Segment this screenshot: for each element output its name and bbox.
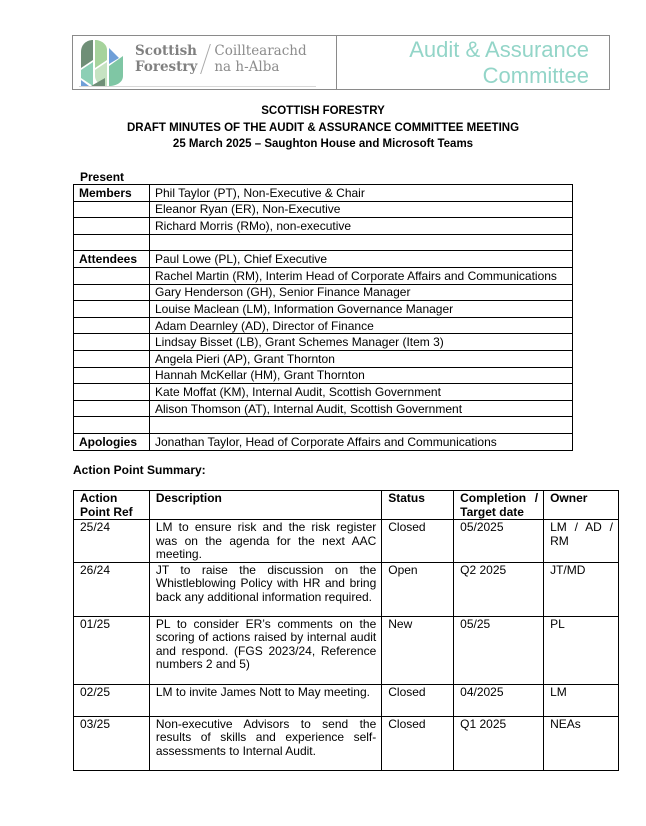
attendee-name: Lindsay Bisset (LB), Grant Schemes Manager (Item 3) xyxy=(150,334,573,351)
attendance-role xyxy=(74,267,150,284)
attendance-role xyxy=(74,417,150,434)
attendee-name: Kate Moffat (KM), Internal Audit, Scottish Government xyxy=(150,384,573,401)
attendance-row xyxy=(74,284,573,301)
attendance-role xyxy=(74,284,150,301)
action-description: LM to invite James Nott to May meeting. xyxy=(149,684,381,716)
action-owner: JT/MD xyxy=(544,562,619,616)
action-ref: 03/25 xyxy=(74,716,150,770)
attendance-row xyxy=(74,267,573,284)
attendance-role: Attendees xyxy=(74,251,150,268)
logo-panel xyxy=(73,36,337,89)
action-ref: 25/24 xyxy=(74,520,150,563)
meeting-date-location: 25 March 2025 – Saughton House and Microsoft Teams xyxy=(172,138,474,150)
logo-gd-line2: na h-Alba xyxy=(214,59,280,75)
attendee-name: Rachel Martin (RM), Interim Head of Corporate Affairs and Communications xyxy=(150,267,573,284)
attendance-role: Members xyxy=(74,185,150,202)
attendance-row xyxy=(74,185,573,202)
attendance-role xyxy=(74,201,150,218)
action-description: Non-executive Advisors to send the results of skills and experience self-assessments to Internal Audit. xyxy=(149,716,381,770)
logo-english xyxy=(135,43,197,75)
attendee-name: Angela Pieri (AP), Grant Thornton xyxy=(150,350,573,367)
action-owner: PL xyxy=(544,616,619,684)
attendance-role xyxy=(74,301,150,318)
action-description: PL to consider ER’s comments on the scoring of actions raised by internal audit and respond. (FGS 2023/24, Reference numbers 2 and 5) xyxy=(149,616,381,684)
action-owner: LM / AD / RM xyxy=(544,520,619,563)
attendee-name: Alison Thomson (AT), Internal Audit, Scottish Government xyxy=(150,400,573,417)
attendance-role xyxy=(74,350,150,367)
logo-underline xyxy=(79,86,316,87)
action-status: Closed xyxy=(382,716,454,770)
logo-wordmark xyxy=(135,43,307,75)
action-date: Q1 2025 xyxy=(454,716,544,770)
action-date: 05/25 xyxy=(454,616,544,684)
attendance-row xyxy=(74,251,573,268)
attendee-name: Adam Dearnley (AD), Director of Finance xyxy=(150,317,573,334)
attendance-role xyxy=(74,317,150,334)
header-banner xyxy=(72,35,610,90)
committee-title-line1: Audit & Assurance xyxy=(409,37,589,62)
attendance-role xyxy=(74,367,150,384)
attendance-row xyxy=(74,367,573,384)
attendance-row xyxy=(74,384,573,401)
document-heading xyxy=(0,103,646,153)
committee-panel xyxy=(337,36,609,89)
attendee-name: Paul Lowe (PL), Chief Executive xyxy=(150,251,573,268)
attendee-name: Louise Maclean (LM), Information Governance Manager xyxy=(150,301,573,318)
committee-title xyxy=(409,37,589,89)
action-point-summary-label: Action Point Summary: xyxy=(73,463,206,477)
attendee-name: Gary Henderson (GH), Senior Finance Manager xyxy=(150,284,573,301)
attendance-row xyxy=(74,317,573,334)
column-header-ref: Action Point Ref xyxy=(74,491,150,520)
action-row xyxy=(74,520,619,563)
attendee-name: Richard Morris (RMo), non-executive xyxy=(150,218,573,235)
attendance-row xyxy=(74,400,573,417)
action-date: 05/2025 xyxy=(454,520,544,563)
attendee-name: Hannah McKellar (HM), Grant Thornton xyxy=(150,367,573,384)
leaf-logo-icon xyxy=(79,38,125,88)
column-header-description: Description xyxy=(149,491,381,520)
logo-divider xyxy=(200,44,211,74)
attendee-name xyxy=(150,234,573,251)
column-header-date: Completion / Target date xyxy=(454,491,544,520)
attendee-name xyxy=(150,417,573,434)
action-owner: NEAs xyxy=(544,716,619,770)
action-status: New xyxy=(382,616,454,684)
action-ref: 01/25 xyxy=(74,616,150,684)
attendance-role: Apologies xyxy=(74,433,150,450)
attendance-role xyxy=(74,400,150,417)
column-header-owner: Owner xyxy=(544,491,619,520)
attendance-role xyxy=(74,334,150,351)
action-row xyxy=(74,684,619,716)
action-ref: 02/25 xyxy=(74,684,150,716)
document-title: DRAFT MINUTES OF THE AUDIT & ASSURANCE COMMITTEE MEETING xyxy=(126,121,520,134)
attendance-table xyxy=(73,184,573,451)
attendance-row xyxy=(74,334,573,351)
attendance-row xyxy=(74,350,573,367)
action-row xyxy=(74,616,619,684)
org-name: SCOTTISH FORESTRY xyxy=(261,105,385,117)
attendance-row xyxy=(74,218,573,235)
attendee-name: Eleanor Ryan (ER), Non-Executive xyxy=(150,201,573,218)
logo-en-line2: Forestry xyxy=(135,59,198,75)
action-date: 04/2025 xyxy=(454,684,544,716)
present-label: Present xyxy=(80,170,125,184)
action-status: Open xyxy=(382,562,454,616)
action-row xyxy=(74,716,619,770)
logo-gd-line1: Coilltearachd xyxy=(214,43,307,59)
committee-title-line2: Committee xyxy=(482,63,589,88)
action-status: Closed xyxy=(382,520,454,563)
logo-en-line1: Scottish xyxy=(135,43,197,59)
attendance-row xyxy=(74,433,573,450)
action-date: Q2 2025 xyxy=(454,562,544,616)
action-ref: 26/24 xyxy=(74,562,150,616)
attendee-name: Phil Taylor (PT), Non-Executive & Chair xyxy=(150,185,573,202)
action-owner: LM xyxy=(544,684,619,716)
action-description: LM to ensure risk and the risk register was on the agenda for the next AAC meeting. xyxy=(149,520,381,563)
attendance-row xyxy=(74,234,573,251)
column-header-status: Status xyxy=(382,491,454,520)
action-description: JT to raise the discussion on the Whistleblowing Policy with HR and bring back any additional information required. xyxy=(149,562,381,616)
attendee-name: Jonathan Taylor, Head of Corporate Affairs and Communications xyxy=(150,433,573,450)
attendance-row xyxy=(74,201,573,218)
attendance-role xyxy=(74,218,150,235)
attendance-role xyxy=(74,234,150,251)
action-table-header-row xyxy=(74,491,619,520)
action-point-table xyxy=(73,490,619,771)
attendance-row xyxy=(74,301,573,318)
attendance-role xyxy=(74,384,150,401)
action-row xyxy=(74,562,619,616)
logo-gaelic xyxy=(214,43,306,75)
action-status: Closed xyxy=(382,684,454,716)
attendance-row xyxy=(74,417,573,434)
